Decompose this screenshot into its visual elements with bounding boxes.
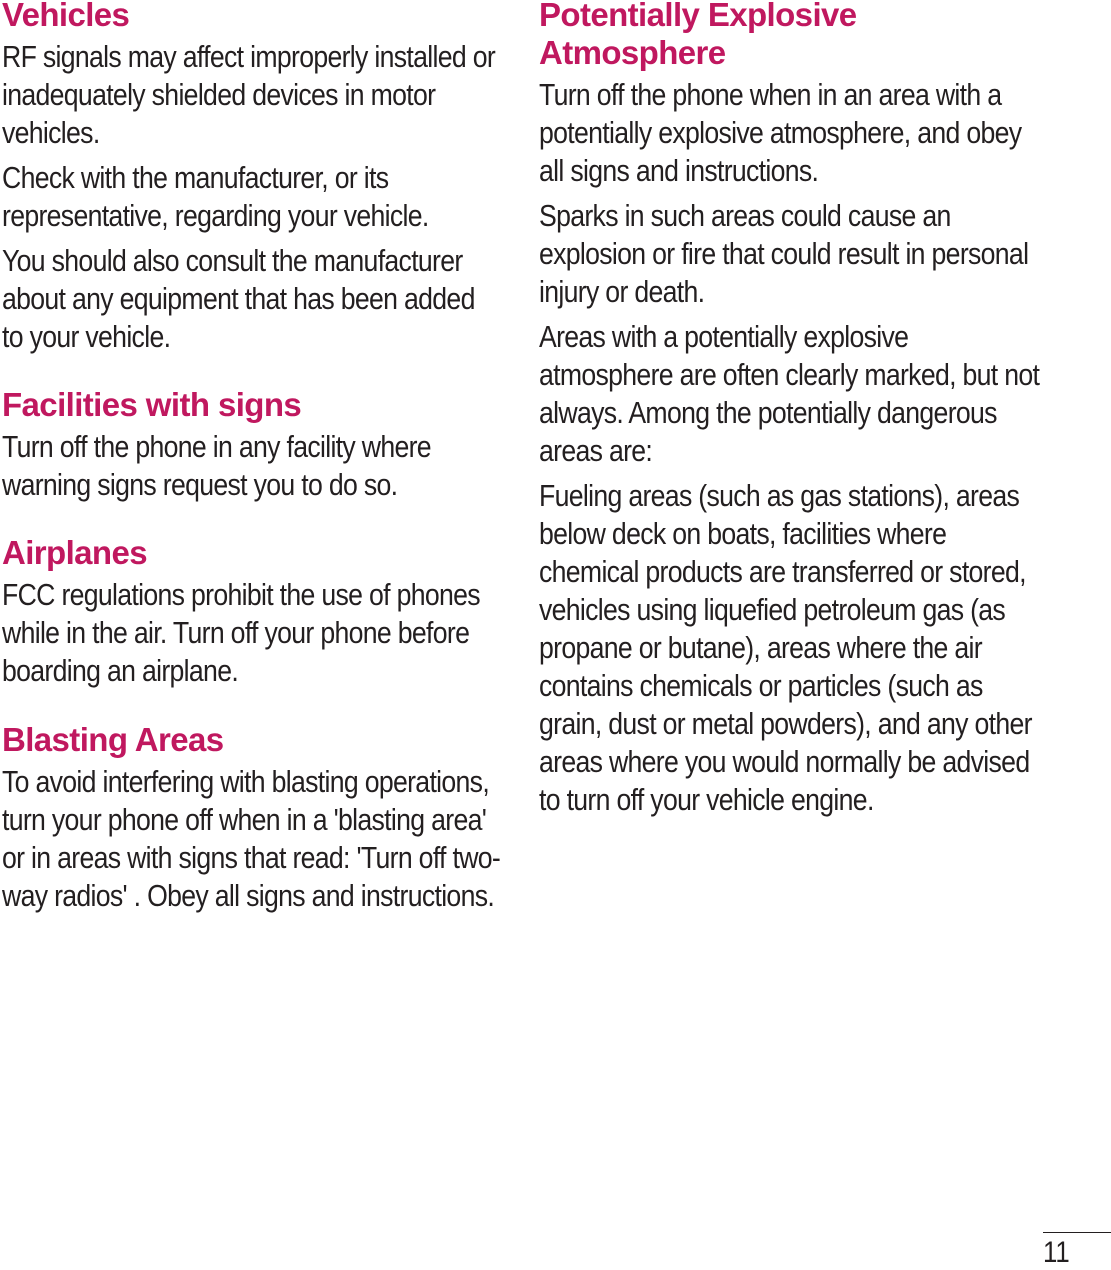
paragraph: Check with the manufacturer, or its representative, regarding your vehicle. <box>2 160 429 233</box>
section-airplanes <box>2 534 502 690</box>
section-blasting-areas <box>2 721 502 915</box>
section-potentially-explosive-atmosphere <box>539 0 1049 826</box>
section-heading-blasting: Blasting Areas <box>2 721 224 758</box>
section-heading-facilities: Facilities with signs <box>2 386 302 423</box>
paragraph: To avoid interfering with blasting operations, turn your phone off when in a 'blasting area' or in areas with signs that read: 'Turn off two-way radios' . Obey all signs and instructions. <box>2 764 501 913</box>
section-heading-explosive: Potentially Explosive Atmosphere <box>539 0 857 71</box>
section-vehicles <box>2 0 502 363</box>
paragraph: FCC regulations prohibit the use of phones while in the air. Turn off your phone before boarding an airplane. <box>2 577 480 688</box>
section-heading-airplanes: Airplanes <box>2 534 147 571</box>
paragraph: You should also consult the manufacturer about any equipment that has been added to your vehicle. <box>2 243 475 354</box>
section-heading-vehicles: Vehicles <box>2 0 130 33</box>
page-number: 11 <box>1043 1236 1070 1269</box>
paragraph: RF signals may affect improperly installed or inadequately shielded devices in motor vehicles. <box>2 39 496 150</box>
paragraph: Fueling areas (such as gas stations), areas below deck on boats, facilities where chemical products are transferred or stored, vehicles using liquefied petroleum gas (as propane or butane), areas where the air contains chemicals or particles (such as grain, dust or metal powders), and any other areas where you would normally be advised to turn off your vehicle engine. <box>539 478 1032 817</box>
paragraph: Sparks in such areas could cause an explosion or fire that could result in personal injury or death. <box>539 198 1029 309</box>
footer-rule <box>1043 1232 1111 1233</box>
paragraph: Turn off the phone in any facility where warning signs request you to do so. <box>2 429 431 502</box>
paragraph: Areas with a potentially explosive atmosphere are often clearly marked, but not always. Among the potentially dangerous areas are: <box>539 319 1040 468</box>
section-facilities-with-signs <box>2 386 502 504</box>
paragraph: Turn off the phone when in an area with a potentially explosive atmosphere, and obey all signs and instructions. <box>539 77 1022 188</box>
